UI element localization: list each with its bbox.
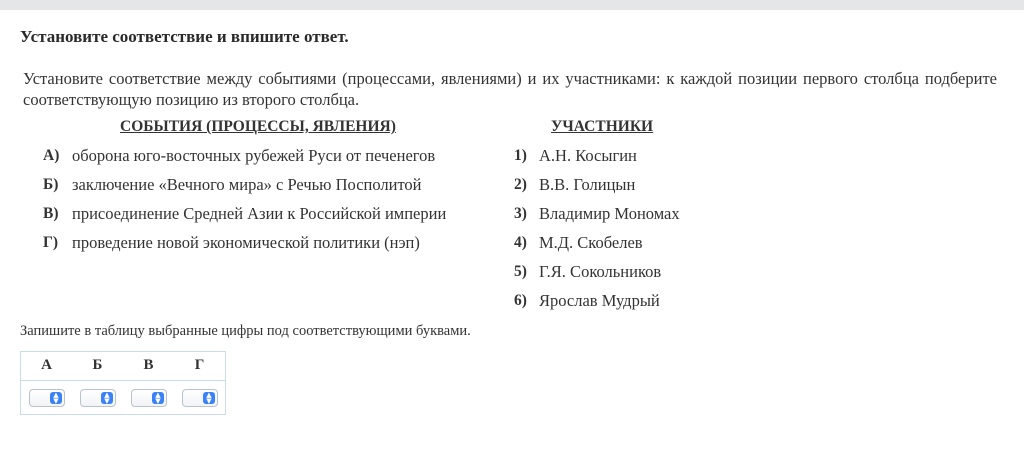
participant-text: Владимир Мономах <box>539 204 680 223</box>
answer-select-v[interactable] <box>131 389 167 407</box>
participant-text: Ярослав Мудрый <box>539 291 660 310</box>
updown-chevron-icon: ▲ ▼ <box>203 392 215 404</box>
participant-marker: 3) <box>514 205 527 222</box>
participant-marker: 5) <box>514 263 527 280</box>
updown-chevron-icon: ▲ ▼ <box>50 392 62 404</box>
participant-marker: 6) <box>514 292 527 309</box>
events-column-header: СОБЫТИЯ (ПРОЦЕССЫ, ЯВЛЕНИЯ) <box>120 118 396 135</box>
answer-table <box>20 351 226 415</box>
event-marker: В) <box>43 205 59 222</box>
event-text: заключение «Вечного мира» с Речью Посполитой <box>72 175 422 194</box>
answer-select-b[interactable] <box>80 389 116 407</box>
task-text: Установите соответствие между событиями (процессами, явлениями) и их участниками: к каждой позиции первого столбца подберите соответствующую позицию из второго столбца. <box>23 69 997 109</box>
answer-select-g[interactable] <box>182 389 218 407</box>
participant-text: Г.Я. Сокольников <box>539 262 662 281</box>
participant-marker: 4) <box>514 234 527 251</box>
participant-text: А.Н. Косыгин <box>539 146 637 165</box>
updown-chevron-icon: ▲ ▼ <box>152 392 164 404</box>
participant-marker: 2) <box>514 176 527 193</box>
answer-select-a[interactable] <box>29 389 65 407</box>
top-bar <box>0 0 1024 10</box>
answer-table-header <box>21 352 225 381</box>
event-marker: Г) <box>43 234 59 251</box>
event-text: оборона юго-восточных рубежей Руси от печенегов <box>72 146 436 165</box>
answer-column-label-g: Г <box>194 357 205 373</box>
participant-marker: 1) <box>514 147 527 164</box>
answer-column-label-a: А <box>41 357 52 373</box>
updown-chevron-icon: ▲ ▼ <box>101 392 113 404</box>
event-marker: Б) <box>43 176 59 193</box>
event-text: присоединение Средней Азии к Российской империи <box>72 204 447 223</box>
participants-column-header: УЧАСТНИКИ <box>551 118 654 135</box>
participant-text: М.Д. Скобелев <box>539 233 643 252</box>
answer-instruction: Запишите в таблицу выбранные цифры под соответствующими буквами. <box>20 323 471 339</box>
task-heading: Установите соответствие и впишите ответ. <box>20 27 349 46</box>
event-text: проведение новой экономической политики (нэп) <box>72 233 420 252</box>
event-marker: А) <box>43 147 60 164</box>
answer-column-label-v: В <box>143 357 154 373</box>
participant-text: В.В. Голицын <box>539 175 636 194</box>
answer-column-label-b: Б <box>92 357 103 373</box>
